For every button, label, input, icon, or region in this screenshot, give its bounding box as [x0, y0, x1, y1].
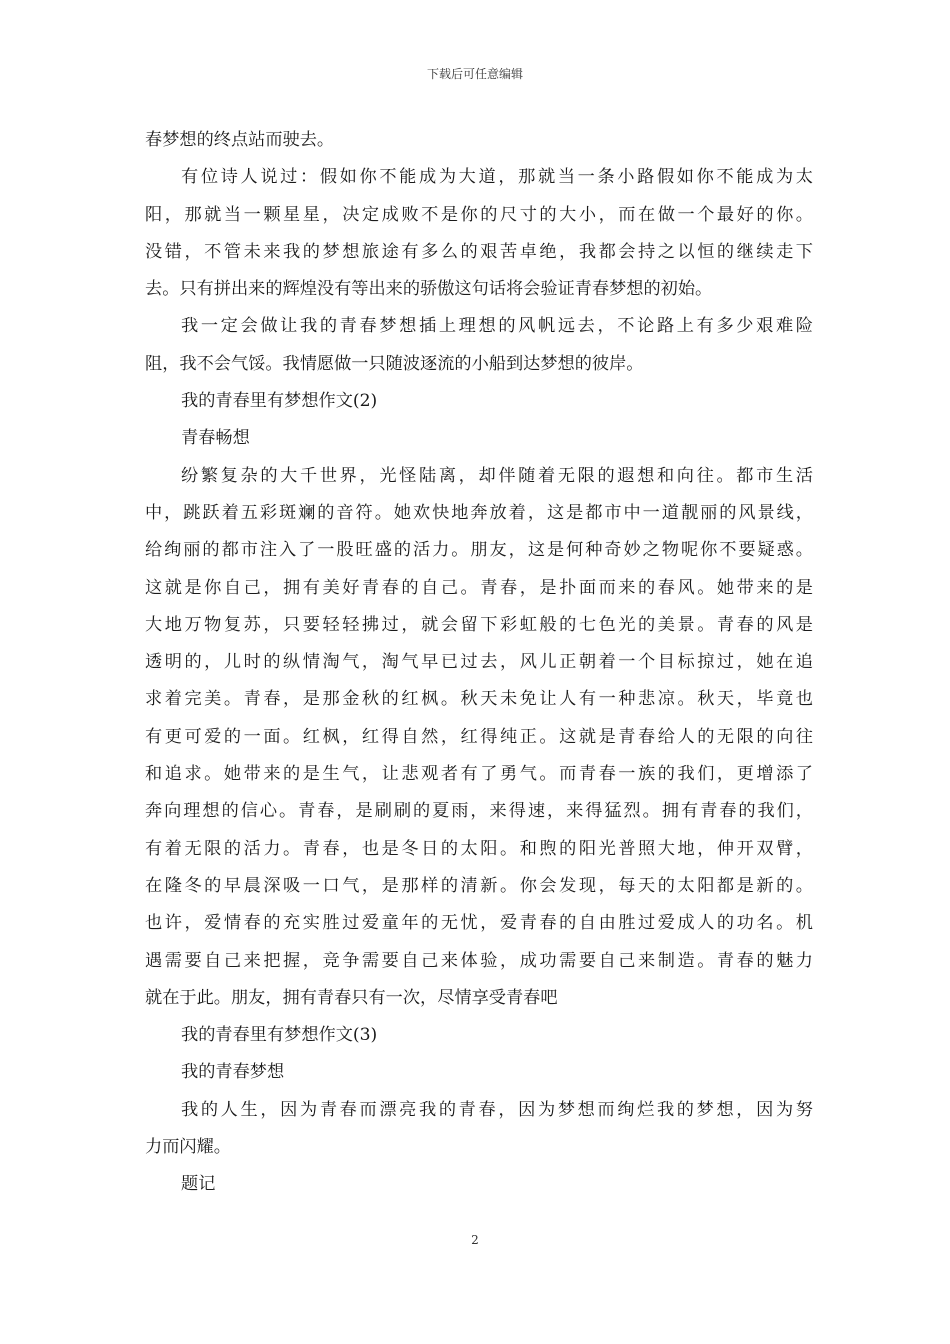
text-line: 力而闪耀。 — [145, 1137, 231, 1158]
text-line: 中，跳跃着五彩斑斓的音符。她欢快地奔放着，这是都市中一道靓丽的风景线， — [145, 502, 813, 523]
text-line: 我一定会做让我的青春梦想插上理想的风帆远去，不论路上有多少艰难险 — [181, 316, 813, 337]
text-line: 有更可爱的一面。红枫，红得自然，红得纯正。这就是青春给人的无限的向往 — [145, 726, 813, 747]
text-line: 这就是你自己，拥有美好青春的自己。青春，是扑面而来的春风。她带来的是 — [145, 577, 813, 598]
text-line: 有着无限的活力。青春，也是冬日的太阳。和煦的阳光普照大地，伸开双臂， — [145, 838, 813, 859]
page-number: 2 — [471, 1233, 479, 1247]
text-line: 大地万物复苏，只要轻轻拂过，就会留下彩虹般的七色光的美景。青春的风是 — [145, 614, 813, 635]
text-line: 阻，我不会气馁。我情愿做一只随波逐流的小船到达梦想的彼岸。 — [145, 353, 644, 374]
text-line: 题记 — [181, 1174, 216, 1195]
text-line: 也许，爱情春的充实胜过爱童年的无忧，爱青春的自由胜过爱成人的功名。机 — [145, 913, 813, 934]
text-line: 在隆冬的早晨深吸一口气，是那样的清新。你会发现，每天的太阳都是新的。 — [145, 875, 813, 896]
text-line: 遇需要自己来把握，竞争需要自己来体验，成功需要自己来制造。青春的魅力 — [145, 950, 813, 971]
text-line: 我的青春里有梦想作文(3) — [181, 1025, 378, 1046]
text-line: 我的青春里有梦想作文(2) — [181, 391, 378, 412]
text-line: 求着完美。青春，是那金秋的红枫。秋天未免让人有一种悲凉。秋天，毕竟也 — [145, 689, 813, 710]
text-line: 春梦想的终点站而驶去。 — [145, 130, 335, 150]
text-line: 和追求。她带来的是生气，让悲观者有了勇气。而青春一族的我们，更增添了 — [145, 764, 813, 785]
text-line: 纷繁复杂的大千世界，光怪陆离，却伴随着无限的遐想和向往。都市生活 — [181, 465, 813, 486]
text-line: 阳，那就当一颗星星，决定成败不是你的尺寸的大小，而在做一个最好的你。 — [145, 204, 813, 225]
text-line: 有位诗人说过：假如你不能成为大道，那就当一条小路假如你不能成为太 — [181, 167, 813, 188]
text-line: 我的青春梦想 — [181, 1062, 285, 1083]
text-line: 透明的，儿时的纵情淘气，淘气早已过去，风儿正朝着一个目标掠过，她在追 — [145, 652, 813, 673]
text-line: 我的人生，因为青春而漂亮我的青春，因为梦想而绚烂我的梦想，因为努 — [181, 1099, 813, 1120]
text-line: 奔向理想的信心。青春，是刷刷的夏雨，来得速，来得猛烈。拥有青春的我们， — [145, 801, 813, 822]
text-line: 给绚丽的都市注入了一股旺盛的活力。朋友，这是何种奇妙之物呢你不要疑惑。 — [145, 540, 813, 561]
text-line: 就在于此。朋友，拥有青春只有一次，尽情享受青春吧 — [145, 987, 558, 1008]
text-line: 没错，不管未来我的梦想旅途有多么的艰苦卓绝，我都会持之以恒的继续走下 — [145, 241, 813, 262]
document-body — [145, 122, 813, 1204]
text-line: 青春畅想 — [181, 428, 250, 449]
page-header: 下载后可任意编辑 — [426, 67, 523, 81]
text-line: 去。只有拼出来的辉煌没有等出来的骄傲这句话将会验证青春梦想的初始。 — [145, 279, 713, 300]
